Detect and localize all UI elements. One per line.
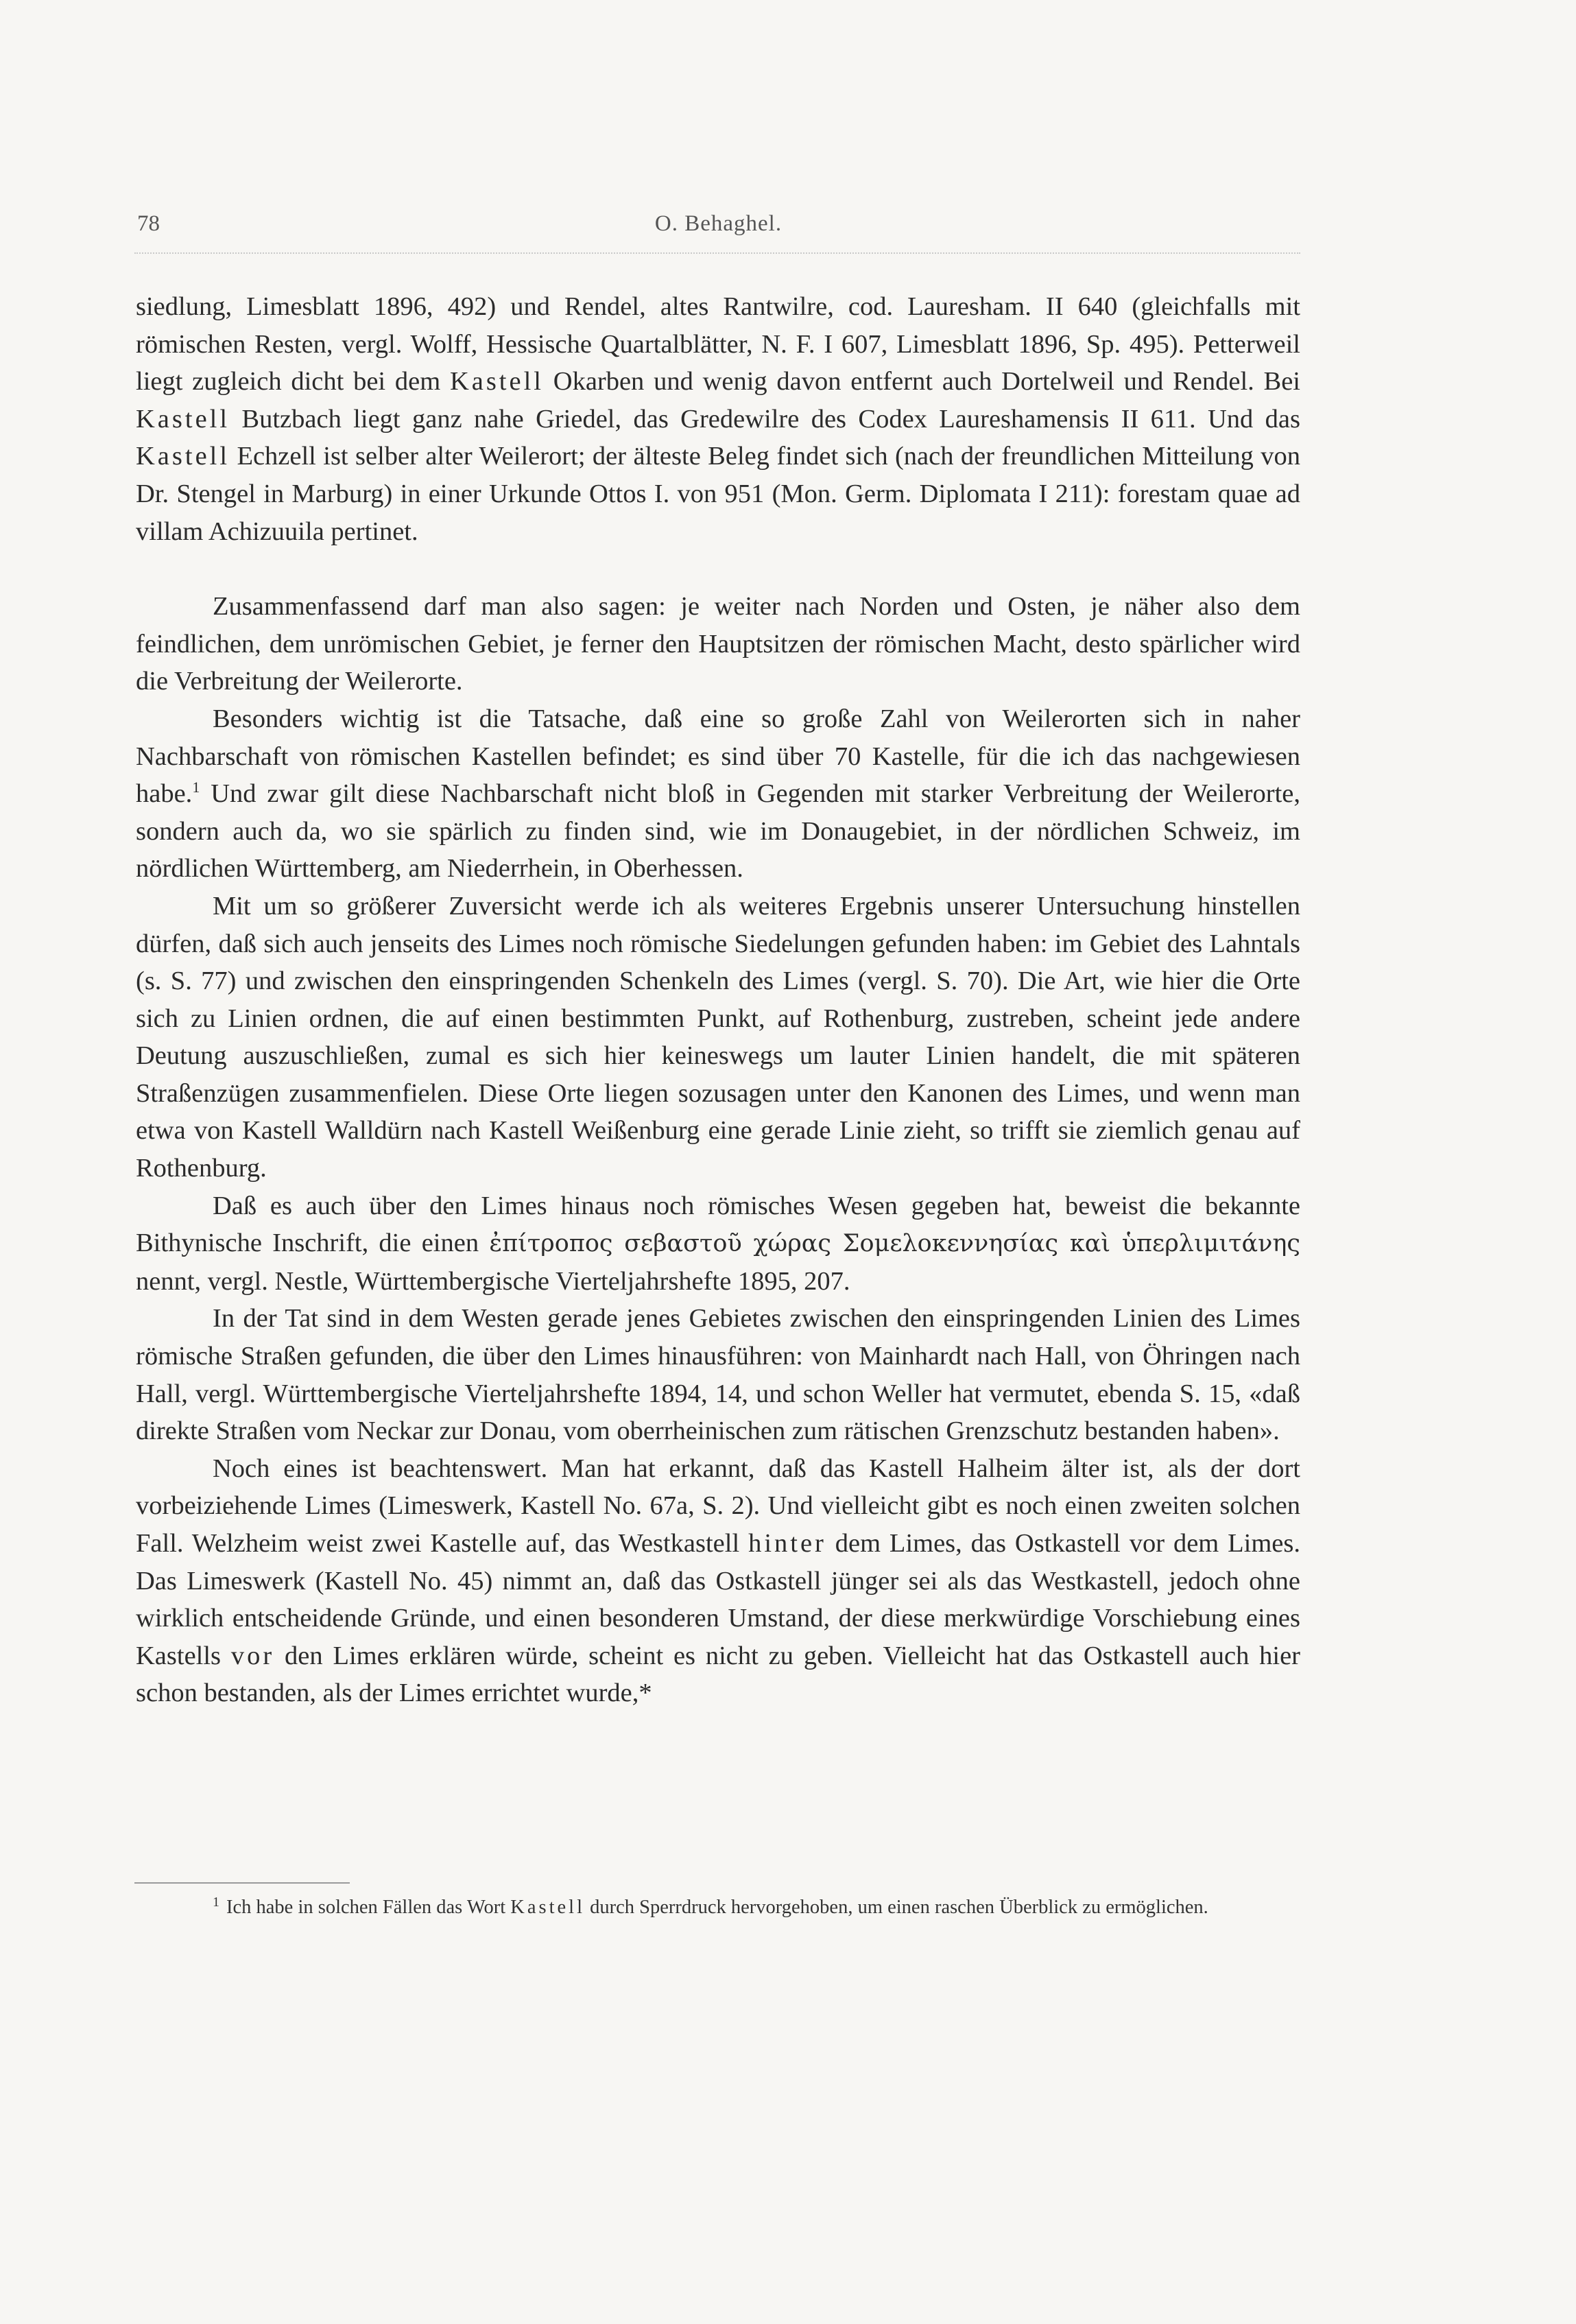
spaced-term: Kastell	[136, 442, 230, 471]
paragraph-continuation: siedlung, Limesblatt 1896, 492) und Rendel, altes Rantwilre, cod. Lauresham. II 640 (gleichfalls mit römischen Resten, vergl. Wolff, Hessische Quartalblätter, N. F. I 607, Limesblatt 1896, Sp. 495). Petterweil liegt zugleich dicht bei dem Kastell Okarben und wenig davon entfernt auch Dortelweil und Rendel. Bei Kastell Butzbach liegt ganz nahe Griedel, das Gredewilre des Codex Laureshamensis II 611. Und das Kastell Echzell ist selber alter Weilerort; der älteste Beleg findet sich (nach der freundlichen Mitteilung von Dr. Stengel in Marburg) in einer Urkunde Ottos I. von 951 (Mon. Germ. Diplomata I 211): forestam quae ad villam Achizuuila pertinet.	[136, 292, 1300, 546]
spaced-term: Kastell	[136, 404, 230, 434]
running-header	[137, 211, 1300, 241]
page-number: 78	[137, 211, 160, 236]
spaced-term: Kastell	[510, 1897, 586, 1918]
footnote-marker: 1	[192, 779, 200, 796]
body-text	[136, 288, 1300, 1712]
spaced-term: hinter	[748, 1529, 826, 1558]
paragraph: Noch eines ist beachtenswert. Man hat erkannt, daß das Kastell Halheim älter ist, als der dort vorbeiziehende Limes (Limeswerk, Kastell No. 67a, S. 2). Und vielleicht gibt es noch einen zweiten solchen Fall. Welzheim weist zwei Kastelle auf, das Westkastell hinter dem Limes, das Ostkastell vor dem Limes. Das Limeswerk (Kastell No. 45) nimmt an, daß das Ostkastell jünger sei als das Westkastell, jedoch ohne wirklich entscheidende Gründe, und einen besonderen Umstand, der diese merkwürdige Vorschiebung eines Kastells vor den Limes erklären würde, scheint es nicht zu geben. Vielleicht hat das Ostkastell auch hier schon bestanden, als der Limes errichtet wurde,*	[136, 1454, 1300, 1708]
running-head-author: O. Behaghel.	[654, 211, 783, 236]
footnote-divider	[134, 1882, 350, 1884]
spaced-term: vor	[230, 1641, 275, 1670]
paragraph: Mit um so größerer Zuversicht werde ich als weiteres Ergebnis unserer Untersuchung hinstellen dürfen, daß sich auch jenseits des Limes noch römische Siedelungen gefunden haben: im Gebiet des Lahntals (s. S. 77) und zwischen den einspringenden Schenkeln des Limes (vergl. S. 70). Die Art, wie hier die Orte sich zu Linien ordnen, die auf einen bestimmten Punkt, auf Rothenburg, zustreben, scheint jede andere Deutung auszuschließen, zumal es sich hier keineswegs um lauter Linien handelt, die mit späteren Straßenzügen zusammenfielen. Diese Orte liegen sozusagen unter den Kanonen des Limes, und wenn man etwa von Kastell Walldürn nach Kastell Weißenburg eine gerade Linie zieht, so trifft sie ziemlich genau auf Rothenburg.	[136, 891, 1300, 1183]
spaced-term: Kastell	[449, 367, 544, 396]
paragraph: In der Tat sind in dem Westen gerade jenes Gebietes zwischen den einspringenden Linien des Limes römische Straßen gefunden, die über den Limes hinausführen: von Mainhardt nach Hall, von Öhringen nach Hall, vergl. Württembergische Vierteljahrshefte 1894, 14, und schon Weller hat vermutet, ebenda S. 15, «daß direkte Straßen vom Neckar zur Donau, vom oberrheinischen zum rätischen Grenzschutz bestanden haben».	[136, 1304, 1300, 1446]
greek-inscription: ἐπίτροπος σεβαστοῦ χώρας Σομελοκεννησίας καὶ ὑπερλιμιτάνης	[489, 1230, 1300, 1258]
paragraph: Besonders wichtig ist die Tatsache, daß eine so große Zahl von Weilerorten sich in naher Nachbarschaft von römischen Kastellen befindet; es sind über 70 Kastelle, für die ich das nachgewiesen habe.$^1$ Und zwar gilt diese Nachbarschaft nicht bloß in Gegenden mit starker Verbreitung der Weilerorte, sondern auch da, wo sie spärlich zu finden sind, wie im Donaugebiet, in der nördlichen Schweiz, im nördlichen Württemberg, am Niederrhein, in Oberhessen.	[136, 704, 1300, 884]
footnote: $^1$ Ich habe in solchen Fällen das Wort Kastell durch Sperrdruck hervorgehoben, um einen raschen Überblick zu ermöglichen.	[213, 1895, 1208, 1918]
paragraph: Daß es auch über den Limes hinaus noch römisches Wesen gegeben hat, beweist die bekannte Bithynische Inschrift, die einen ἐπίτροπος σεβαστοῦ χώρας Σομελοκεννησίας καὶ ὑπερλιμιτάνης nennt, vergl. Nestle, Württembergische Vierteljahrshefte 1895, 207.	[136, 1191, 1300, 1296]
footnote-number: 1	[213, 1895, 219, 1910]
header-divider	[134, 252, 1300, 254]
paragraph: Zusammenfassend darf man also sagen: je weiter nach Norden und Osten, je näher also dem feindlichen, dem unrömischen Gebiet, je ferner den Hauptsitzen der römischen Macht, desto spärlicher wird die Verbreitung der Weilerorte.	[136, 592, 1300, 696]
